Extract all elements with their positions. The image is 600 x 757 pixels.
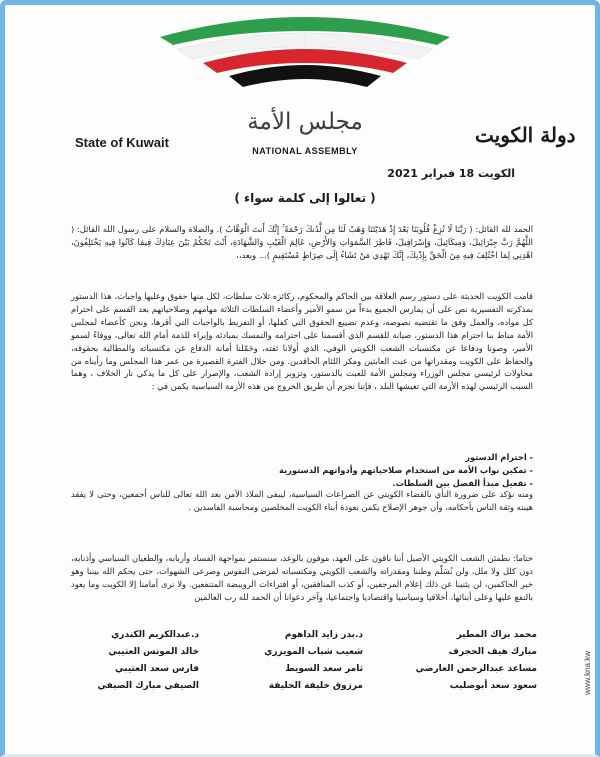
main-paragraph: قامت الكويت الحديثة على دستور رسم العلاقة بين الحاكم والمحكوم، ركائزه ثلاث سلطات، لكل منها حقوق وعليها واجبات، هذا الدستور بمذكرته التفسيرية نص على أن يمارس الجميع بدءاً من سمو الأمير وأعضاء السلطات الثلاثة مهامهم وصلاحياتهم بعد القسم على احترام كل مواده، والعمل وفق ما تقتضيه نصوصه، وعدم تضييع الحقوق التي كفلها، أو التفريط بالواجبات التي أقرها، ونحن كأعضاء لمجلس الأمة مناط بنا احترام هذا الدستور، صيانة للقسم الذي أقسمنا على احترامه والتمسك بمبادئه وإبراء للذمة أمام الله تعالى، ووفاءً لسمو الأمير، وصونا ودفاعا عن مكتسبات الشعب الكويتي الوفي، الذي أولانا ثقته، وحَمّلنا أمانة الدفاع عن مكتسباته والمطالبة بحقوقه، والحفاظ على الكويت ومقدراتها من عبث العابثين ومكر اللئام الحاقدين. ومن خلال الفترة القصيرة من عمر هذا المجلس وما رأيناه من محاولات لرئيسي مجلس الوزراء ومجلس الأمة للعبث بالدستور، وتزوير إرادة الشعب، والإصرار على كل ما يذكي نار الخلاف ، وهما السبب الرئيسي لهذه الأزمة التي تعيشها البلد ، فإننا نجزم أن طريق الخروج من هذه الأزمة السياسية يكمن في : xyxy=(71,291,533,392)
signatory-name: الصيفي مبارك الصيفي xyxy=(97,681,199,691)
demand-item: - تمكين نواب الأمة من استخدام صلاحياتهم وأدواتهم الدستورية xyxy=(279,464,533,475)
demands-list xyxy=(71,451,533,490)
signatory-name: محمد براك المطير xyxy=(456,630,537,640)
demand-item: - تفعيل مبدأ الفصل بين السلطات. xyxy=(392,477,533,488)
signatory-name: شعيب شباب المويزري xyxy=(264,647,363,657)
demand-item: - احترام الدستور xyxy=(465,452,533,462)
state-name-english: State of Kuwait xyxy=(75,135,169,150)
opening-paragraph: الحمد لله القائل: ( رَبَّنَا لَا تُزِغْ قُلُوبَنَا بَعْدَ إِذْ هَدَيْتَنَا وَهَبْ لَنَا مِن لَّدُنكَ رَحْمَةً ۚ إِنَّكَ أَنتَ الْوَهَّابُ ). والصلاة والسلام على رسول الله القائل: ( اللَّهُمَّ رَبَّ جِبْرَائِيلَ، وَمِيكَائِيلَ، وَإِسْرَافِيلَ، فَاطِرَ السَّمَوَاتِ وَالأَرْضِ، عَالِمَ الْغَيْبِ وَالشَّهَادَةِ، أَنْتَ تَحْكُمُ بَيْنَ عِبَادِكَ فِيمَا كَانُوا فِيهِ يَخْتَلِفُونَ، اهْدِنِي لِمَا اخْتُلِفَ فِيهِ مِنَ الْحَقِّ بِإِذْنِكَ، إِنَّكَ تَهْدِي مَنْ تَشَاءُ إِلَى صِرَاطٍ مُسْتَقِيمٍ )... وبعد،، xyxy=(71,224,533,260)
letter-date: الكويت 18 فبراير 2021 xyxy=(387,167,515,180)
signatory-name: خالد المونس العتيبي xyxy=(108,647,199,657)
signatories-table xyxy=(75,630,537,691)
signatory-name: مبارك هيف الحجرف xyxy=(448,647,537,657)
signatory-name: مرزوق خليفة الخليفة xyxy=(268,681,363,691)
closing-paragraph: ختاما: نطمئن الشعب الكويتي الأصيل أننا باقون على العهد، موفون بالوعد، سنستمر بمواجهة الفساد وأربابه، والطغيان السياسي وأذنابه، دون كلل ولا ملل، ولن نُسَلّم وطننا ومقدراته والشعب الكويتي ومكتسباته لمرضى النفوس وصرعى الشهوات، حتى يحكم الله بيننا وهو خير الحاكمين، لن يثنينا عن ذلك إعلام المرجفين، أو كذب المنافقين، أو افتراءات الرويبضة المتنفعين. ولا نرى أمامنا إلا الكويت وما يعود بالنفع عليها وعلى أبنائها، أخلاقيا وسياسيا واقتصاديا واجتماعيا، وآخر دعوانا أن الحمد لله رب العالمين xyxy=(71,553,533,602)
side-watermark-url: www.kna.kw xyxy=(583,650,592,695)
assembly-logo-english: NATIONAL ASSEMBLY xyxy=(252,146,358,156)
letter-title: ( تعالوا إلى كلمة سواء ) xyxy=(234,191,376,205)
flag-wing-right xyxy=(305,9,455,104)
signatory-name: فارس سعد العتيبي xyxy=(115,664,199,674)
signatory-name: مساعد عبدالرحمن العارضي xyxy=(415,664,537,674)
judiciary-paragraph: ومنه نؤكد على ضرورة النأي بالقضاء الكويتي عن الصراعات السياسية، ليبقى الملاذ الآمن بعد الله تعالى للناس أجمعين، وحتى لا يفقد هيبته وثقة الناس بأحكامه، وأن جوهر الإصلاح يكمن بعودة أبناء الكويت المخلصين ومحاسبة الفاسدين . xyxy=(71,489,533,512)
wing-black-stripe xyxy=(305,65,381,87)
signatory-name: ثامر سعد السويط xyxy=(285,664,363,674)
state-name-arabic: دولة الكويت xyxy=(475,123,576,147)
signatory-name: د.بدر زايد الداهوم xyxy=(284,630,363,640)
flag-wing-left xyxy=(155,9,305,104)
signatory-name: د.عبدالكريم الكندري xyxy=(111,630,199,640)
wing-black-stripe xyxy=(229,65,305,87)
assembly-logo-arabic: مجلس الأمة xyxy=(247,109,363,135)
signatory-name: سعود سعد أبوصليب xyxy=(449,681,537,691)
